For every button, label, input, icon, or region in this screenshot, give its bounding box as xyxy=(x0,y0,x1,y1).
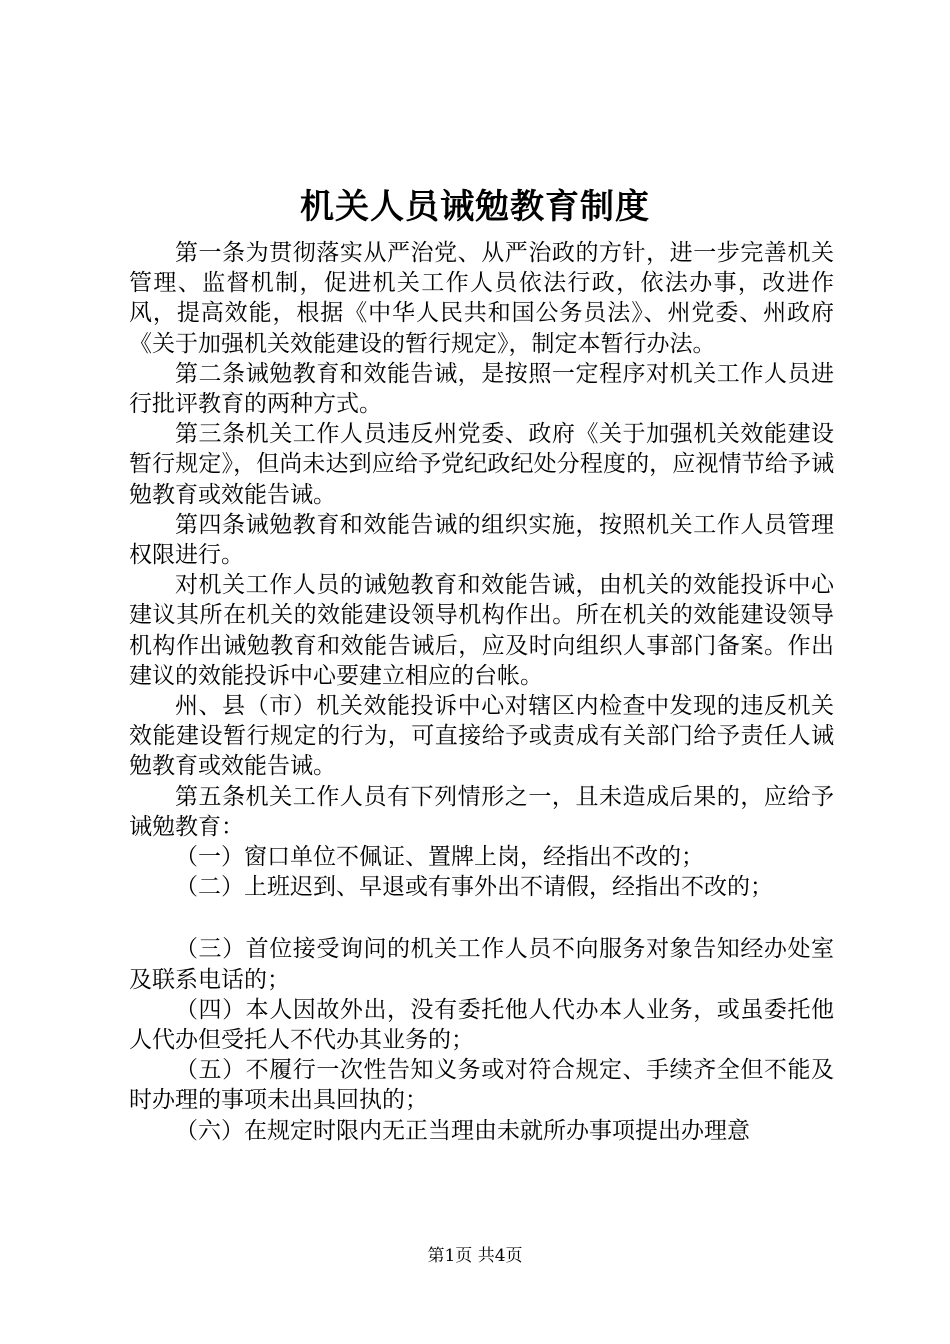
paragraph-article-4-detail: 对机关工作人员的诫勉教育和效能告诫，由机关的效能投诉中心建议其所在机关的效能建设领导机构作出。所在机关的效能建设领导机构作出诫勉教育和效能告诫后，应及时向组织人事部门备案。作出建议的效能投诉中心要建立相应的台帐。 xyxy=(129,572,834,689)
blank-line xyxy=(129,902,834,934)
paragraph-article-4: 第四条诫勉教育和效能告诫的组织实施，按照机关工作人员管理权限进行。 xyxy=(129,511,834,569)
list-item-1: （一）窗口单位不佩证、置牌上岗，经指出不改的； xyxy=(175,844,704,871)
paragraph-article-5: 第五条机关工作人员有下列情形之一，且未造成后果的，应给予诫勉教育： xyxy=(129,783,834,840)
paragraph-article-1: 第一条为贯彻落实从严治党、从严治政的方针，进一步完善机关管理、监督机制，促进机关工作人员依法行政，依法办事，改进作风，提高效能，根据《中华人民共和国公务员法》、州党委、州政府《关于加强机关效能建设的暂行规定》，制定本暂行办法。 xyxy=(129,240,834,357)
list-item-3: （三）首位接受询问的机关工作人员不向服务对象告知经办处室及联系电话的； xyxy=(129,936,834,993)
document-body xyxy=(129,238,834,1146)
list-item-5: （五）不履行一次性告知义务或对符合规定、手续齐全但不能及时办理的事项未出具回执的； xyxy=(129,1057,834,1114)
document-title: 机关人员诫勉教育制度 xyxy=(300,187,650,227)
paragraph-article-2: 第二条诫勉教育和效能告诫，是按照一定程序对机关工作人员进行批评教育的两种方式。 xyxy=(129,360,834,418)
paragraph-article-3: 第三条机关工作人员违反州党委、政府《关于加强机关效能建设暂行规定》，但尚未达到应给予党纪政纪处分程度的，应视情节给予诫勉教育或效能告诫。 xyxy=(129,421,834,508)
list-item-4: （四）本人因故外出，没有委托他人代办本人业务，或虽委托他人代办但受托人不代办其业务的； xyxy=(129,996,834,1054)
paragraph-article-4-county: 州、县（市）机关效能投诉中心对辖区内检查中发现的违反机关效能建设暂行规定的行为，可直接给予或责成有关部门给予责任人诫勉教育或效能告诫。 xyxy=(129,693,834,780)
list-item-6: （六）在规定时限内无正当理由未就所办事项提出办理意 xyxy=(175,1117,750,1144)
page-number-footer: 第1页 共4页 xyxy=(427,1246,523,1266)
list-item-2: （二）上班迟到、早退或有事外出不请假，经指出不改的； xyxy=(175,874,773,901)
